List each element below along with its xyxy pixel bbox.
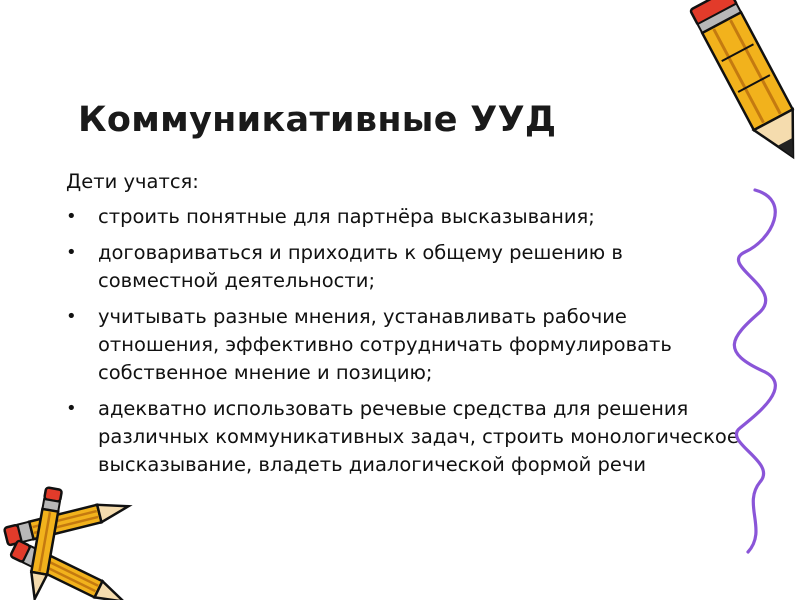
slide-title: Коммуникативные УУД <box>78 100 557 140</box>
pencils-icon <box>4 487 131 600</box>
bullet-dot: • <box>66 206 77 227</box>
list-item <box>66 395 746 479</box>
list-item <box>66 203 746 231</box>
list-item-text: учитывать разные мнения, устанавливать рабочие отношения, эффективно сотрудничать формулировать собственное мнение и позицию; <box>98 305 672 384</box>
bullet-dot: • <box>66 242 77 263</box>
list-item <box>66 303 746 387</box>
list-item-text: строить понятные для партнёра высказывания; <box>98 205 595 228</box>
list-item-text: договариваться и приходить к общему решению в совместной деятельности; <box>98 241 623 292</box>
intro-text: Дети учатся: <box>66 170 199 193</box>
slide-body <box>66 168 746 487</box>
bullet-dot: • <box>66 306 77 327</box>
bullet-list <box>66 203 746 479</box>
pencil-icon <box>690 0 800 167</box>
list-item <box>66 239 746 295</box>
bullet-dot: • <box>66 398 77 419</box>
list-item-text: адекватно использовать речевые средства для решения различных коммуникативных задач, строить монологическое высказывание, владеть диалогической формой речи <box>98 397 739 476</box>
